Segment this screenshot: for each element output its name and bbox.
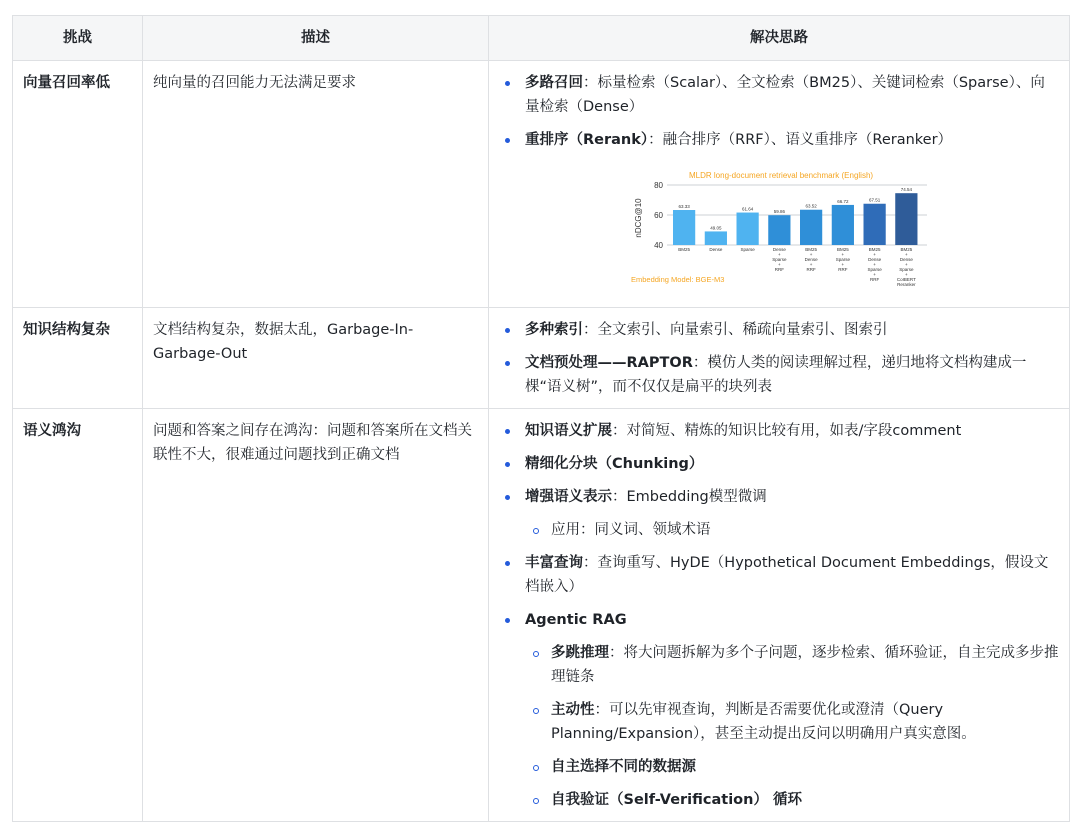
item-text: ：模仿人类的阅读理解过程，递归地将文档构建成一棵“语义树”，而不仅仅是扁平的块列表	[525, 355, 1027, 395]
item-title: 多路召回	[525, 75, 583, 91]
table-row	[13, 61, 1070, 308]
solution-cell	[489, 308, 1070, 409]
bar-value-label: 59.86	[773, 209, 785, 215]
bar	[737, 213, 759, 245]
solution-cell	[489, 61, 1070, 308]
item-text: 应用：同义词、领域术语	[551, 522, 711, 538]
y-tick-label: 40	[654, 241, 663, 250]
item-title: 精细化分块（Chunking）	[525, 456, 704, 472]
x-tick-label: Dense + Sparse + RRF	[772, 247, 787, 272]
bar	[673, 210, 695, 245]
bar-chart-svg	[627, 170, 937, 288]
item-text: ：全文索引、向量索引、稀疏向量索引、图索引	[583, 322, 888, 338]
list-item	[499, 128, 1059, 152]
bar	[832, 205, 854, 245]
item-title: 自我验证（Self-Verification） 循环	[551, 792, 803, 808]
bar	[800, 210, 822, 245]
chart-title: MLDR long-document retrieval benchmark (English)	[689, 171, 874, 180]
list-item	[499, 351, 1059, 399]
bar-value-label: 63.52	[805, 203, 817, 209]
x-tick-label: BM25 + Dense + Sparse + RRF	[867, 247, 882, 282]
bar-value-label: 61.64	[741, 206, 754, 212]
item-text: ：查询重写、HyDE（Hypothetical Document Embeddings，假设文档嵌入）	[525, 555, 1049, 595]
bar-value-label: 67.51	[868, 197, 881, 203]
x-tick-label: BM25 + Sparse + RRF	[835, 247, 850, 272]
item-title: 丰富查询	[525, 555, 583, 571]
list-item	[499, 452, 1059, 476]
list-item	[499, 485, 1059, 509]
y-tick-label: 60	[654, 211, 663, 220]
bar-value-label: 63.33	[678, 204, 690, 210]
x-tick-label: BM25 + Dense + Sparse + CoIBERT Reranker	[896, 247, 916, 287]
item-title: 重排序（Rerank）	[525, 132, 649, 148]
challenge-cell: 向量召回率低	[13, 61, 143, 308]
table-row	[13, 409, 1070, 822]
header-description: 描述	[143, 16, 489, 61]
solution-cell	[489, 409, 1070, 822]
list-item	[499, 318, 1059, 342]
y-tick-label: 80	[654, 181, 663, 190]
list-item	[499, 419, 1059, 443]
item-title: 知识语义扩展	[525, 423, 612, 439]
sub-list-item	[527, 698, 1059, 746]
bar	[768, 215, 790, 245]
item-title: 多跳推理	[551, 645, 609, 661]
challenge-cell: 知识结构复杂	[13, 308, 143, 409]
item-title: 自主选择不同的数据源	[551, 759, 696, 775]
item-text: ：Embedding模型微调	[612, 489, 767, 505]
item-title: 主动性	[551, 702, 595, 718]
bar-value-label: 74.54	[900, 187, 912, 193]
item-text: ：对简短、精炼的知识比较有用，如表/字段comment	[612, 423, 962, 439]
sub-list-item	[527, 755, 1059, 779]
item-text: ：将大问题拆解为多个子问题，逐步检索、循环验证，自主完成多步推理链条	[551, 645, 1059, 685]
item-title: 文档预处理——RAPTOR	[525, 355, 693, 371]
item-text: ：标量检索（Scalar）、全文检索（BM25）、关键词检索（Sparse）、向量检索（Dense）	[525, 75, 1045, 115]
sub-list-item	[527, 518, 1059, 542]
comparison-table	[12, 15, 1070, 822]
x-tick-label: BM25 + Dense + RRF	[804, 247, 818, 272]
bar-value-label: 49.05	[710, 225, 722, 231]
description-cell: 纯向量的召回能力无法满足要求	[143, 61, 489, 308]
bar	[895, 193, 917, 245]
y-axis-label: nDCG@10	[634, 198, 643, 238]
x-tick-label: BM25	[678, 247, 690, 252]
description-cell: 问题和答案之间存在鸿沟：问题和答案所在文档关联性不大，很难通过问题找到正确文档	[143, 409, 489, 822]
list-item	[499, 551, 1059, 599]
benchmark-chart	[627, 170, 937, 288]
sub-list-item	[527, 788, 1059, 812]
item-text: ：融合排序（RRF）、语义重排序（Reranker）	[648, 132, 953, 148]
item-text: ：可以先审视查询，判断是否需要优化或澄清（Query Planning/Expansion），甚至主动提出反问以明确用户真实意图。	[551, 702, 976, 742]
header-challenge: 挑战	[13, 16, 143, 61]
bar-value-label: 66.72	[837, 198, 849, 204]
chart-note: Embedding Model: BGE-M3	[631, 275, 725, 284]
x-tick-label: Sparse	[740, 247, 755, 252]
table-row	[13, 308, 1070, 409]
item-title: Agentic RAG	[525, 612, 627, 628]
description-cell: 文档结构复杂，数据太乱，Garbage-In-Garbage-Out	[143, 308, 489, 409]
list-item	[499, 608, 1059, 632]
bar	[864, 204, 886, 245]
bar	[705, 231, 727, 245]
challenge-cell: 语义鸿沟	[13, 409, 143, 822]
sub-list-item	[527, 641, 1059, 689]
header-solution: 解决思路	[489, 16, 1070, 61]
solution-list	[499, 318, 1059, 399]
x-tick-label: Dense	[709, 247, 723, 252]
list-item	[499, 71, 1059, 119]
solution-list	[499, 419, 1059, 812]
solution-list	[499, 71, 1059, 152]
item-title: 增强语义表示	[525, 489, 612, 505]
item-title: 多种索引	[525, 322, 583, 338]
